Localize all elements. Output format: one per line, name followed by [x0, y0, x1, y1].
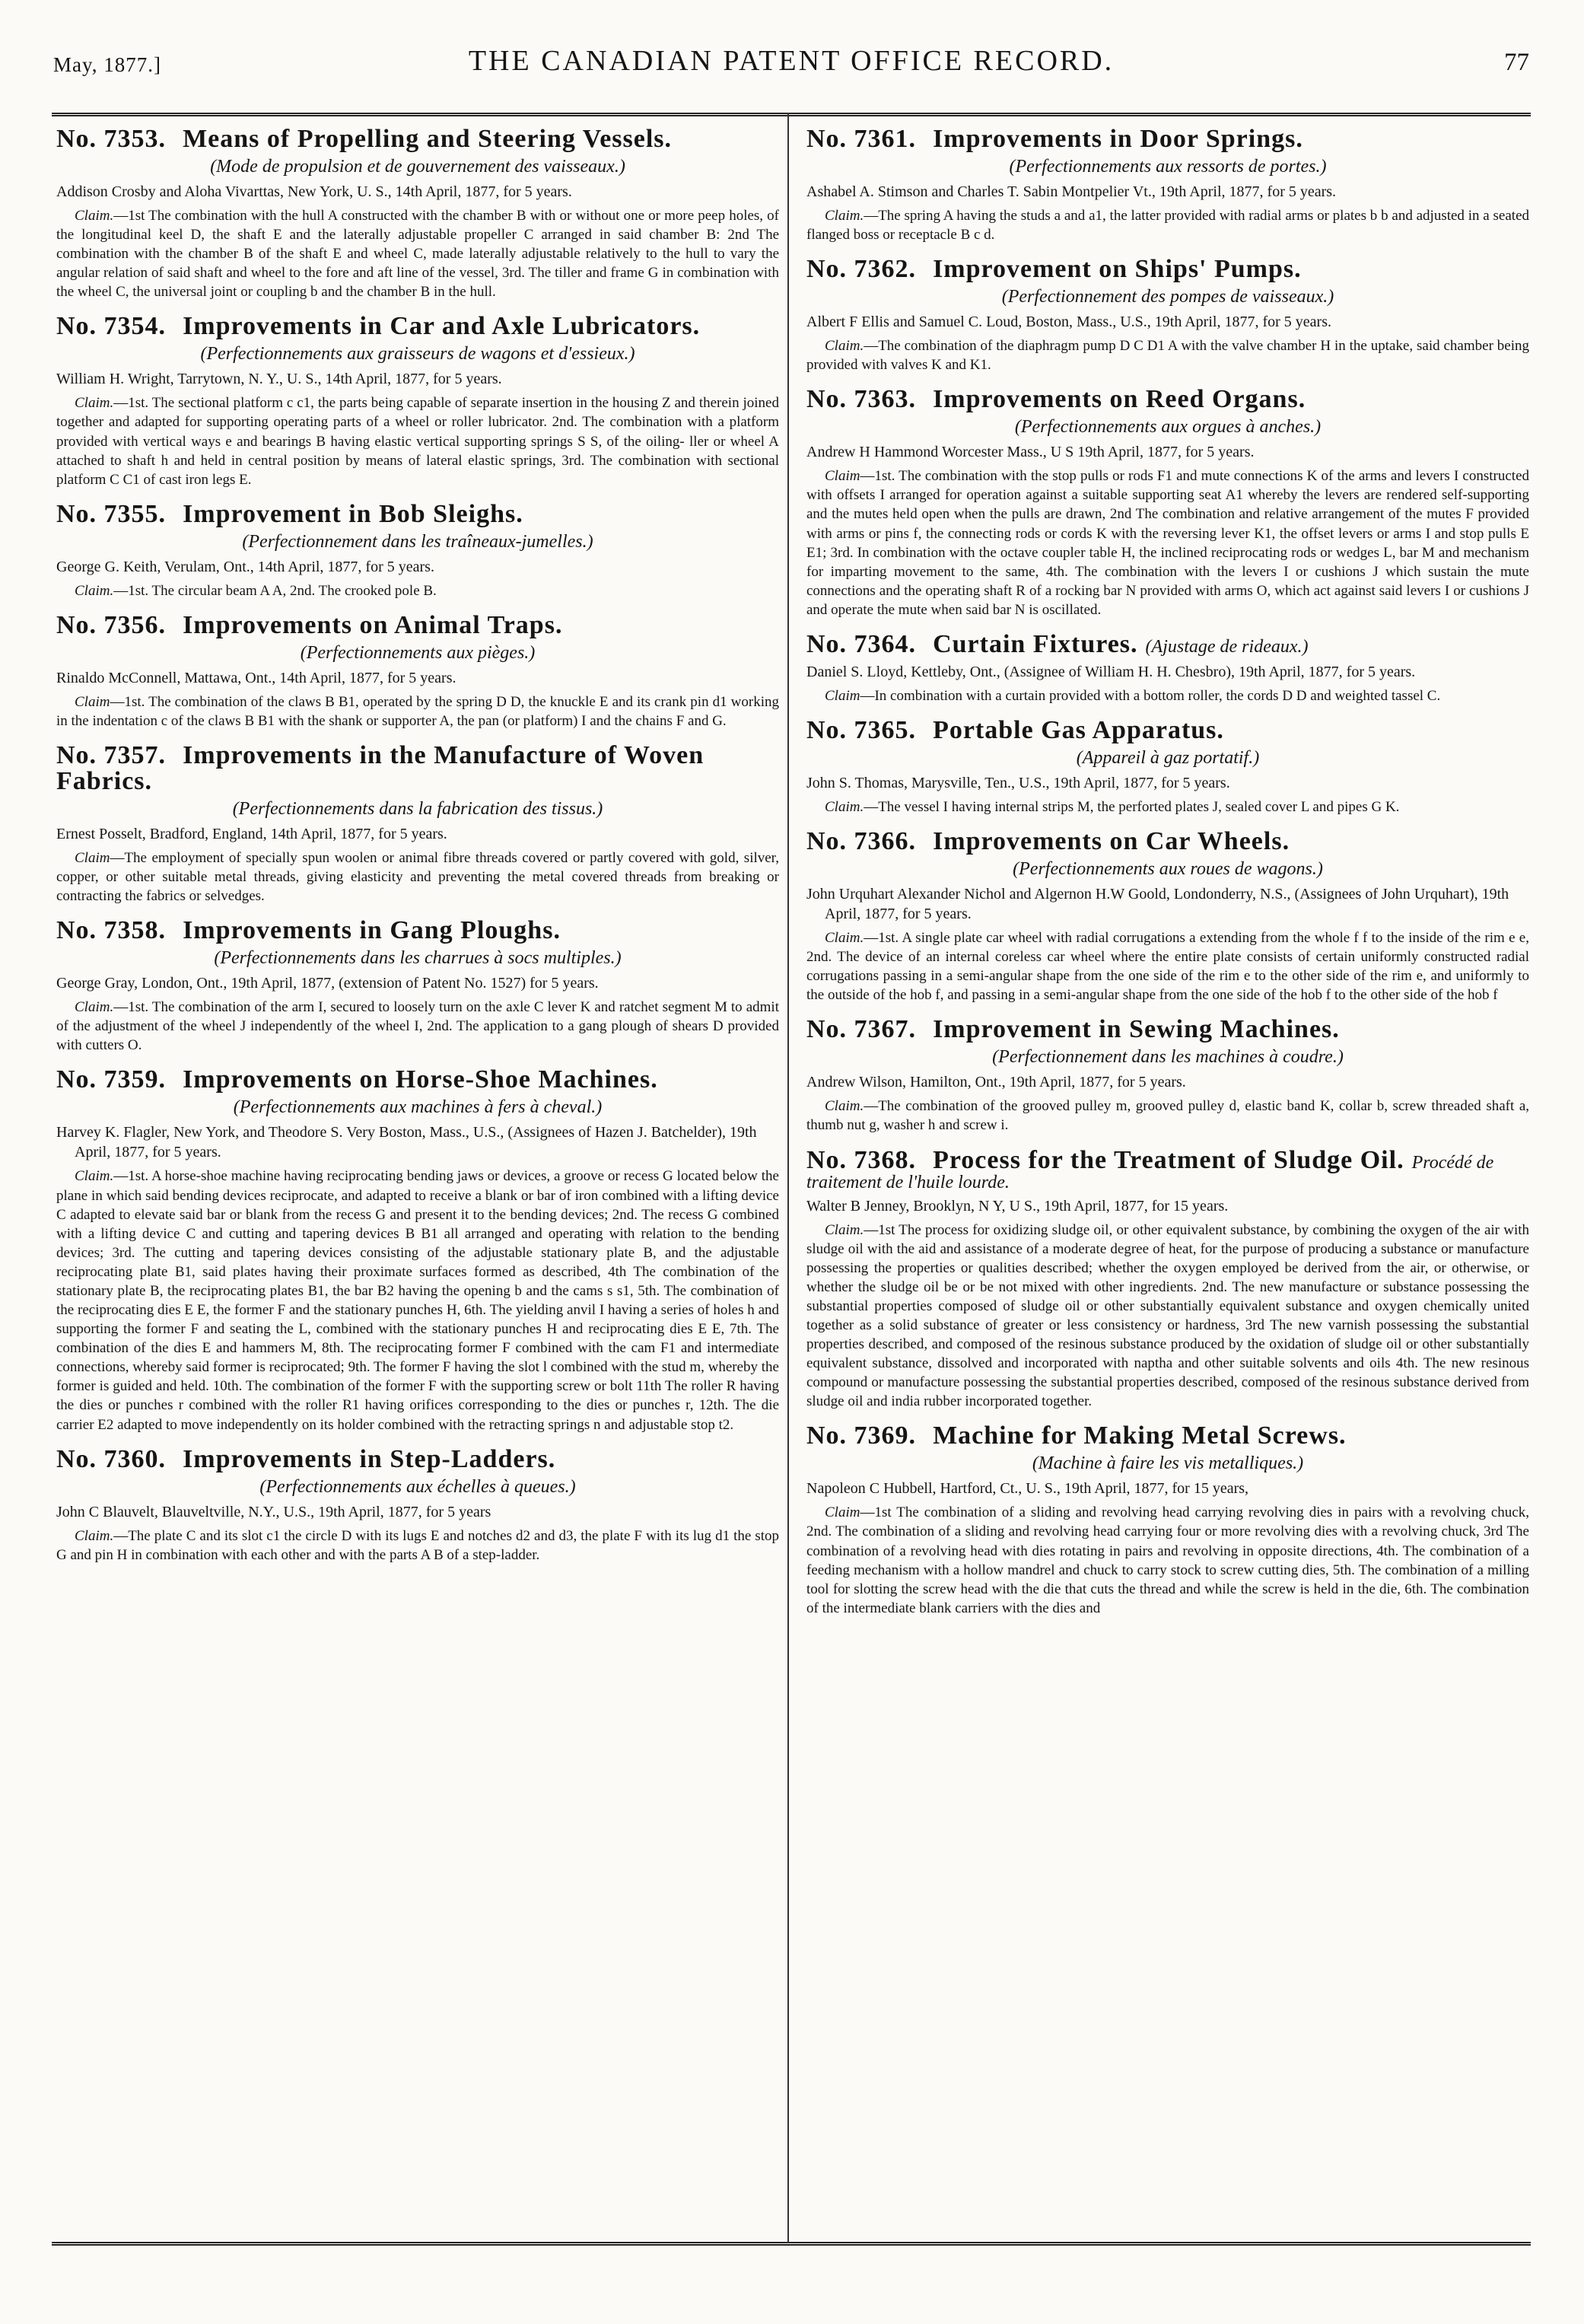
- patent-entry: [806, 1145, 1529, 1412]
- patent-heading: [806, 629, 1529, 658]
- patent-entry: [806, 126, 1529, 244]
- claim-label: Claim.: [825, 208, 864, 224]
- patent-number: No. 7367.: [806, 1015, 917, 1044]
- claim-label: Claim: [75, 850, 110, 867]
- patent-title: Improvements in Door Springs.: [933, 126, 1303, 153]
- patent-applicant: John Urquhart Alexander Nichol and Algernon H.W Goold, Londonderry, N.S., (Assignees of John Urquhart), 19th April, 1877, for 5 years.: [806, 886, 1509, 923]
- patent-applicant: Addison Crosby and Aloha Vivarttas, New York, U. S., 14th April, 1877, for 5 years.: [56, 183, 572, 200]
- patent-entry: [806, 1423, 1529, 1617]
- claim-text: —The spring A having the studs a and a1, the latter provided with radial arms or plates b b and adjusted in a seated flanged boss or receptacle B c d.: [806, 208, 1529, 244]
- patent-applicant: Walter B Jenney, Brooklyn, N Y, U S., 19th April, 1877, for 15 years.: [806, 1197, 1229, 1215]
- patent-title: Process for the Treatment of Sludge Oil.: [933, 1145, 1404, 1174]
- patent-entry: [56, 314, 779, 489]
- patent-heading: [56, 918, 779, 944]
- patent-applicant: Napoleon C Hubbell, Hartford, Ct., U. S., 19th April, 1877, for 15 years,: [806, 1480, 1249, 1498]
- column-divider: [787, 113, 789, 2243]
- patent-heading: [56, 743, 779, 794]
- claim-text: —1st The combination with the hull A constructed with the chamber B with or without one or more peep holes, of the longitudinal keel D, the shaft E and the laterally adjustable propeller C arranged in said chamber B: 2nd The combination with the chamber B of the shaft E and wheel C, made laterally adjustable relatively to the hull to vary the angular relation of said shaft and wheel to the fore and aft line of the vessel, 3rd. The tiller and frame G in combination with the wheel C, the universal joint or coupling b and the chamber B in the hull.: [56, 208, 779, 301]
- patent-heading: [56, 314, 779, 339]
- claim-text: —1st The process for oxidizing sludge oil, or other equivalent substance, by combining the oxygen of the air with sludge oil with the aid and assistance of a moderate degree of heat, for the purpose of producing a substance or manufacture possessing the properties or qualities described; whether the oxygen employed be derived from the air, or otherwise, or whether the sludge oil be or be not mixed with other ingredients. 2nd. The new manufacture or substance possessing the substantial properties composed of sludge oil or other substantially equivalent substance and oxygen chemically united together as a solid substance of greater or less consistency or hardness, 3rd The new varnish possessing the substantial properties described, and composed of the resinous substance produced by the oxidation of sludge oil or other substantially equivalent substance, dissolved and incorporated with naptha and other suitable solvents and oils 4th. The new resinous compound or manufacture possessing the substantial properties described, composed of the resinous substance derived from sludge oil and india rubber incorporated together.: [806, 1221, 1529, 1410]
- patent-number: No. 7365.: [806, 716, 917, 745]
- issue-date: May, 1877.]: [53, 53, 161, 76]
- patent-title: Improvements on Horse-Shoe Machines.: [183, 1065, 658, 1094]
- claim-label: Claim.: [825, 1221, 864, 1238]
- patent-heading: [806, 387, 1529, 412]
- patent-number: No. 7359.: [56, 1065, 167, 1094]
- claim-label: Claim: [75, 693, 110, 710]
- patent-applicant: Ernest Posselt, Bradford, England, 14th April, 1877, for 5 years.: [56, 826, 447, 843]
- claim-label: Claim.: [825, 799, 864, 816]
- french-title: (Perfectionnements aux graisseurs de wagons et d'essieux.): [200, 344, 635, 365]
- claim-label: Claim: [825, 468, 860, 485]
- french-title: (Perfectionnements aux ressorts de portes.): [1009, 157, 1327, 177]
- patent-number: No. 7369.: [806, 1421, 917, 1450]
- claim-text: —The employment of specially spun woolen or animal fibre threads covered or partly covered with gold, silver, copper, or other suitable metal threads, giving elasticity and preventing the metal covered threads from breaking or contracting the fabrics or selvedges.: [56, 850, 779, 905]
- patent-heading: [806, 1145, 1529, 1192]
- patent-heading: [56, 610, 779, 639]
- french-title: (Perfectionnements aux orgues à anches.): [1014, 417, 1322, 438]
- french-title: Procédé de traitement de l'huile lourde.: [806, 1152, 1494, 1192]
- patent-applicant: Ashabel A. Stimson and Charles T. Sabin Montpelier Vt., 19th April, 1877, for 5 years.: [806, 183, 1337, 200]
- patent-heading: [806, 1423, 1529, 1449]
- patent-title: Improvement in Bob Sleighs.: [183, 499, 523, 528]
- patent-heading: [56, 501, 779, 527]
- patent-title: Improvements in Gang Ploughs.: [183, 916, 561, 945]
- patent-applicant: Andrew H Hammond Worcester Mass., U S 19th April, 1877, for 5 years.: [806, 444, 1255, 461]
- patent-title: Portable Gas Apparatus.: [933, 716, 1224, 745]
- patent-title: Improvement in Sewing Machines.: [933, 1015, 1340, 1044]
- claim-text: —1st. The sectional platform c c1, the parts being capable of separate insertion in the housing Z and therein joined together and adapted for supporting operating parts of a wheel or roller lubricator. 2nd. The combination with a platform provided with vertical ways e and bearings B having elastic vertical supporting springs S S, of the oiling- ller or wheel A attached to shaft h and held in central position by means of lateral elastic springs, 3rd. The combination with sectional platform C C1 of cast iron legs E.: [56, 395, 779, 488]
- claim-text: —1st. The combination with the stop pulls or rods F1 and mute connections K of the arms and levers I constructed with offsets I arranged for operation against a suitable supporting seat A1 whereby the levers are rendered self-supporting and the mutes held open when the pulls are drawn, 2nd The combination and relative arrangement of the mutes F provided with arms or pins f, the connecting rods or cords K with the reversing lever K1, the offset levers or arms I and stop pulls E E1; 3rd. In combination with the octave coupler table H, the inclined reciprocating rods or wedges L, bar M and mechanism for imparting movement to the same, 4th. The combination with the levers I or cushions J which sustain the mute connections and the operating shaft R of a rocking bar N provided with arms O, which act against said levers I or cushions J and operate the mute when said bar N is oscillated.: [806, 468, 1529, 618]
- french-title: (Perfectionnements dans les charrues à socs multiples.): [214, 948, 622, 969]
- patent-applicant: George G. Keith, Verulam, Ont., 14th April, 1877, for 5 years.: [56, 558, 434, 575]
- patent-claim: [806, 206, 1529, 244]
- claim-label: Claim.: [825, 338, 864, 355]
- patent-title: Improvements in the Manufacture of Woven Fabrics.: [56, 741, 705, 796]
- patent-claim: [806, 928, 1529, 1004]
- patent-claim: [806, 686, 1529, 705]
- patent-claim: [806, 797, 1529, 817]
- french-title: (Perfectionnement des pompes de vaisseaux.): [1001, 287, 1334, 307]
- claim-text: —The combination of the diaphragm pump D C D1 A with the valve chamber H in the uptake, said chamber being provided with valves K and K1.: [806, 338, 1529, 374]
- claim-text: —1st The combination of a sliding and revolving head carrying revolving dies in pairs with a revolving chuck, 2nd. The combination of a sliding and revolving head carrying four or more revolving dies with a revolving chuck, 3rd The combination of a revolving head with dies rotating in pairs and revolving in opposite directions, 4th. The combination of a feeding mechanism with a hollow mandrel and chuck to carry stock to screw cutting dies, 5th. The combination of a milling tool for slotting the screw head with the die that cuts the thread and while the screw is held in the die, 6th. The combination of the intermediate blank carriers with the dies and: [806, 1504, 1529, 1616]
- patent-number: No. 7356.: [56, 610, 167, 639]
- patent-claim: [56, 1167, 779, 1434]
- patent-entry: [56, 918, 779, 1055]
- patent-entry: [56, 743, 779, 906]
- claim-label: Claim.: [75, 999, 114, 1016]
- patent-claim: [806, 1503, 1529, 1617]
- french-title: (Perfectionnements aux machines à fers à cheval.): [233, 1097, 603, 1118]
- patent-applicant: John C Blauvelt, Blauveltville, N.Y., U.S., 19th April, 1877, for 5 years: [56, 1503, 491, 1520]
- patent-number: No. 7368.: [806, 1145, 917, 1174]
- claim-text: —1st. A horse-shoe machine having reciprocating bending jaws or devices, a groove or recess G located below the plane in which said bending devices reciprocate, and adapted to receive a blank or bar of iron combined with a lifting device C adapted to elevate said bar or blank from the recess G and present it to the bending devices; 2nd. The recess G combined with a lifting device C and cutting and tapering devices B B1 all arranged and operating with relation to the bending devices; 3rd. The cutting and tapering devices consisting of the adjustable stationary plate B, and the adjustable reciprocating plate B1, said plates having their proximate surfaces formed as described, 4th The combination of the stationary plate B, the reciprocating plates B1, the bar B2 having the opening b and the cams s s1, 5th. The combination of the reciprocating dies E E, the former F and the stationary punches H, 6th. The yielding anvil I having a series of holes h and supporting the former F and seating the L, combined with the stationary punches H and reciprocating dies E E, 7th. The combination of the dies E and hammers M, 8th. The reciprocating former F combined with the cam F1 and intermediate connections, whereby said former is reciprocated; 9th. The former F having the slot l combined with the stud m, whereby the former is guided and held. 10th. The combination of the former F with the supporting screw or bolt 11th The roller R having the dies or punches r combined with the roller R1 having orifices corresponding to the dies or punches r, 12th. The die carrier E2 adapted to move independently on its holder combined with the retracting springs n and adjustable stop t2.: [56, 1168, 779, 1433]
- patent-title: Improvements on Reed Organs.: [933, 385, 1306, 414]
- french-title: (Perfectionnements aux roues de wagons.): [1013, 859, 1323, 880]
- patent-claim: [806, 1097, 1529, 1135]
- patent-claim: [56, 1527, 779, 1565]
- patent-applicant: Albert F Ellis and Samuel C. Loud, Boston, Mass., U.S., 19th April, 1877, for 5 years.: [806, 314, 1331, 331]
- patent-title: Improvements on Animal Traps.: [183, 610, 563, 639]
- patent-entry: [806, 256, 1529, 374]
- french-title: (Perfectionnements aux pièges.): [300, 642, 536, 663]
- page-header: [53, 44, 1529, 81]
- left-column: [56, 126, 779, 2227]
- patent-claim: [806, 336, 1529, 374]
- patent-number: No. 7366.: [806, 827, 917, 856]
- patent-number: No. 7353.: [56, 126, 167, 153]
- patent-entry: [56, 1067, 779, 1434]
- patent-heading: [806, 1017, 1529, 1043]
- claim-text: —1st. The combination of the arm I, secured to loosely turn on the axle C lever K and ratchet segment M to admit of the adjustment of the wheel J independently of the wheel I, 2nd. The application to a gang plough of shears D provided with cutters O.: [56, 999, 779, 1054]
- patent-applicant: Andrew Wilson, Hamilton, Ont., 19th April, 1877, for 5 years.: [806, 1074, 1186, 1091]
- patent-number: No. 7355.: [56, 499, 167, 528]
- patent-applicant: Harvey K. Flagler, New York, and Theodore S. Very Boston, Mass., U.S., (Assignees of Hazen J. Batchelder), 19th April, 1877, for 5 years.: [56, 1124, 757, 1161]
- claim-text: —1st. The combination of the claws B B1, operated by the spring D D, the knuckle E and its crank pin d1 working in the indentation c of the claws B B1 with the shank or supporter A, the pan (or platform) I and the chains F and G.: [56, 693, 779, 729]
- patent-heading: [56, 1067, 779, 1093]
- patent-entry: [56, 126, 779, 301]
- claim-label: Claim: [825, 687, 860, 704]
- patent-title: Improvements on Car Wheels.: [933, 827, 1290, 856]
- patent-claim: [56, 206, 779, 301]
- french-title: (Perfectionnements dans la fabrication des tissus.): [232, 799, 603, 820]
- patent-number: No. 7357.: [56, 741, 167, 770]
- french-title: (Machine à faire les vis metalliques.): [1032, 1453, 1304, 1474]
- claim-text: —The combination of the grooved pulley m, grooved pulley d, elastic band K, collar b, screw threaded shaft a, thumb nut g, washer h and screw i.: [806, 1098, 1529, 1134]
- patent-claim: [56, 692, 779, 731]
- patent-entry: [806, 387, 1529, 619]
- claim-label: Claim.: [75, 395, 114, 412]
- patent-title: Improvement on Ships' Pumps.: [933, 255, 1302, 284]
- patent-claim: [56, 581, 779, 600]
- patent-claim: [56, 393, 779, 489]
- claim-text: —In combination with a curtain provided with a bottom roller, the cords D D and weighted tassel C.: [860, 687, 1441, 704]
- claim-label: Claim.: [75, 1168, 114, 1185]
- patent-number: No. 7358.: [56, 916, 167, 945]
- patent-entry: [806, 1017, 1529, 1135]
- patent-claim: [806, 1221, 1529, 1412]
- patent-heading: [806, 718, 1529, 743]
- patent-heading: [806, 256, 1529, 282]
- patent-title: Improvements in Step-Ladders.: [183, 1444, 556, 1473]
- patent-number: No. 7354.: [56, 312, 167, 341]
- patent-entry: [56, 1444, 779, 1565]
- patent-title: Improvements in Car and Axle Lubricators.: [183, 312, 701, 341]
- french-title: (Perfectionnements aux échelles à queues.): [259, 1476, 576, 1497]
- french-title: (Appareil à gaz portatif.): [1076, 748, 1260, 769]
- patent-claim: [806, 466, 1529, 619]
- patent-claim: [56, 848, 779, 906]
- patent-entry: [56, 501, 779, 600]
- patent-heading: [806, 126, 1529, 152]
- patent-heading: [806, 829, 1529, 855]
- claim-text: —1st. A single plate car wheel with radial corrugations a extending from the whole f f to the inside of the rim e e, 2nd. The device of an internal coreless car wheel where the entire plate consists of certain uniformly constructed radial corrugations passing in a semi-angular shape from the one side of the rim e to the other side of the rim e, and uniformly to the outside of the hob f, and passing in a semi-angular shape from the one side of the hob f to the other side of the hob f: [806, 930, 1529, 1004]
- patent-claim: [56, 998, 779, 1055]
- patent-number: No. 7364.: [806, 629, 917, 658]
- patent-entry: [806, 718, 1529, 817]
- claim-label: Claim.: [75, 208, 114, 224]
- french-title: (Perfectionnement dans les machines à coudre.): [992, 1047, 1344, 1068]
- patent-entry: [806, 629, 1529, 705]
- patent-title: Machine for Making Metal Screws.: [933, 1421, 1347, 1450]
- patent-number: No. 7360.: [56, 1444, 167, 1473]
- claim-label: Claim.: [75, 582, 114, 599]
- publication-title: THE CANADIAN PATENT OFFICE RECORD.: [468, 45, 1115, 77]
- patent-applicant: William H. Wright, Tarrytown, N. Y., U. S., 14th April, 1877, for 5 years.: [56, 371, 502, 388]
- patent-applicant: John S. Thomas, Marysville, Ten., U.S., 19th April, 1877, for 5 years.: [806, 775, 1230, 792]
- patent-heading: [56, 1444, 779, 1473]
- patent-applicant: George Gray, London, Ont., 19th April, 1877, (extension of Patent No. 1527) for 5 years.: [56, 975, 599, 992]
- patent-heading: [56, 126, 779, 152]
- patent-number: No. 7363.: [806, 385, 917, 414]
- patent-number: No. 7361.: [806, 126, 917, 153]
- claim-label: Claim: [825, 1504, 860, 1521]
- patent-title: Curtain Fixtures.: [933, 629, 1138, 658]
- french-title: (Mode de propulsion et de gouvernement des vaisseaux.): [210, 157, 625, 177]
- claim-text: —The vessel I having internal strips M, the perforted plates J, sealed cover L and pipes G K.: [864, 799, 1400, 816]
- claim-label: Claim.: [75, 1527, 114, 1544]
- page-number: 77: [1504, 49, 1529, 76]
- claim-label: Claim.: [825, 1098, 864, 1115]
- french-title: (Ajustage de rideaux.): [1145, 636, 1309, 657]
- patent-applicant: Daniel S. Lloyd, Kettleby, Ont., (Assignee of William H. H. Chesbro), 19th April, 1877, for 5 years.: [806, 663, 1416, 680]
- right-column: [806, 126, 1529, 2227]
- claim-text: —1st. The circular beam A A, 2nd. The crooked pole B.: [113, 582, 437, 599]
- patent-title: Means of Propelling and Steering Vessels.: [183, 126, 673, 153]
- patent-number: No. 7362.: [806, 255, 917, 284]
- patent-entry: [806, 829, 1529, 1004]
- claim-label: Claim.: [825, 930, 864, 947]
- claim-text: —The plate C and its slot c1 the circle D with its lugs E and notches d2 and d3, the plate F with its lug d1 the stop G and pin H in combination with each other and with the parts A B of a step-ladder.: [56, 1527, 779, 1563]
- patent-applicant: Rinaldo McConnell, Mattawa, Ont., 14th April, 1877, for 5 years.: [56, 669, 456, 686]
- french-title: (Perfectionnement dans les traîneaux-jumelles.): [242, 531, 593, 552]
- patent-entry: [56, 610, 779, 731]
